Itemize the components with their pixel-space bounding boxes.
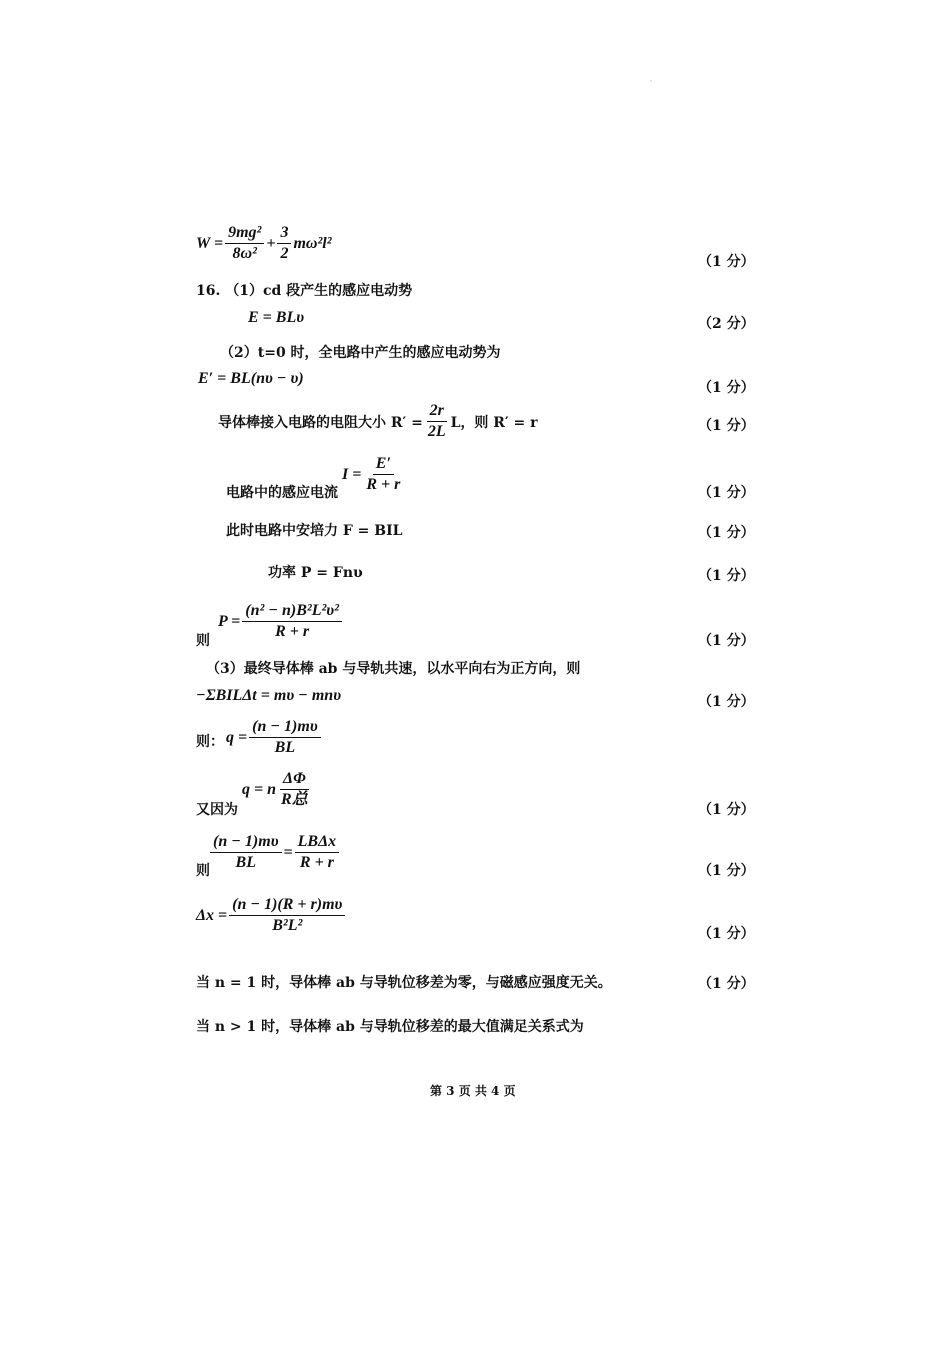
- eq-equate-equals: =: [283, 843, 293, 861]
- score-impulse: （1 分）: [698, 694, 755, 710]
- eq-work-plus: +: [266, 234, 276, 252]
- eq-equate-frac1-den: BL: [235, 854, 256, 871]
- eq-resistance-suffix: L，则 R′ = r: [450, 414, 538, 431]
- eq-resistance-den: 2L: [427, 423, 446, 440]
- eq-power-final-den: R + r: [275, 623, 310, 640]
- q16-heading: 16. （1）cd 段产生的感应电动势: [196, 283, 413, 299]
- eq-current-den: R + r: [366, 476, 401, 493]
- eq-charge-flux-num: ΔΦ: [280, 770, 309, 790]
- charge-label: 则：: [196, 734, 224, 750]
- eq-current: [342, 455, 405, 494]
- score-case-1: （1 分）: [698, 976, 755, 992]
- charge2-label: 又因为: [196, 802, 238, 818]
- eq-displacement-num: (n − 1)(R + r)mυ: [229, 896, 345, 916]
- eq-charge-frac: [249, 718, 321, 757]
- case-n-greater-1: 当 n > 1 时，导体棒 ab 与导轨位移差的最大值满足关系式为: [196, 1019, 584, 1035]
- eq-ampere: 此时电路中安培力 F = BIL: [226, 523, 403, 539]
- eq-emf-total: E′ = BL(nυ − υ): [198, 370, 304, 387]
- eq-equate-frac2-num: LBΔx: [295, 833, 339, 853]
- equate-label: 则: [196, 863, 210, 879]
- current-label: 电路中的感应电流: [226, 485, 338, 501]
- eq-charge-lhs: q =: [226, 728, 248, 746]
- scan-dot: ·: [650, 78, 653, 85]
- eq-charge-num: (n − 1)mυ: [249, 718, 321, 738]
- eq-equate-frac1: [210, 833, 282, 872]
- score-displacement: （1 分）: [698, 926, 755, 942]
- eq-emf: E = BLυ: [248, 309, 305, 326]
- eq-equate-frac1-num: (n − 1)mυ: [210, 833, 282, 853]
- score-equate: （1 分）: [698, 863, 755, 879]
- score-charge-flux: （1 分）: [698, 802, 755, 818]
- eq-charge-flux: [242, 770, 313, 809]
- power2-label: 则: [196, 633, 210, 649]
- eq-resistance: [218, 402, 538, 441]
- eq-displacement-lhs: Δx =: [196, 906, 228, 924]
- eq-power-final-num: (n² − n)B²L²υ²: [242, 602, 342, 622]
- score-ampere: （1 分）: [698, 525, 755, 541]
- eq-work-frac1: [225, 224, 264, 263]
- eq-power-final-frac: [242, 602, 342, 641]
- eq-power-final-lhs: P =: [218, 612, 241, 630]
- score-work: （1 分）: [698, 254, 755, 270]
- eq-resistance-frac: [425, 402, 449, 441]
- eq-displacement: [196, 896, 347, 935]
- eq-current-frac: [363, 455, 403, 494]
- eq-charge-flux-den: R总: [281, 791, 308, 808]
- eq-current-lhs: I =: [342, 465, 362, 483]
- eq-resistance-num: 2r: [427, 402, 447, 422]
- eq-equate-frac2-den: R + r: [299, 854, 334, 871]
- case-n-equals-1: 当 n = 1 时，导体棒 ab 与导轨位移差为零，与磁感应强度无关。: [196, 975, 612, 991]
- score-emf-total: （1 分）: [698, 380, 755, 396]
- score-power: （1 分）: [698, 568, 755, 584]
- eq-equate: [208, 833, 341, 872]
- eq-work-frac2: [277, 224, 291, 263]
- eq-work-lhs: W =: [196, 234, 224, 252]
- eq-resistance-prefix: 导体棒接入电路的电阻大小 R′ =: [218, 414, 423, 431]
- eq-charge: [226, 718, 323, 757]
- score-current: （1 分）: [698, 485, 755, 501]
- eq-charge-flux-frac: [278, 770, 311, 809]
- score-emf: （2 分）: [698, 316, 755, 332]
- eq-charge-den: BL: [274, 739, 296, 756]
- eq-power: 功率 P = Fnυ: [268, 565, 363, 581]
- score-resistance: （1 分）: [698, 418, 755, 434]
- eq-charge-flux-lhs: q = n: [242, 780, 277, 798]
- eq-displacement-frac: [229, 896, 345, 935]
- eq-work-frac1-den: 8ω²: [232, 245, 257, 262]
- eq-work-tail: mω²l²: [293, 234, 332, 252]
- eq-impulse: −ΣBILΔt = mυ − mnυ: [196, 687, 342, 704]
- eq-power-final: [218, 602, 344, 641]
- part2-heading: （2）t=0 时，全电路中产生的感应电动势为: [220, 345, 501, 361]
- eq-work-frac2-num: 3: [277, 224, 291, 244]
- eq-equate-frac2: [295, 833, 339, 872]
- part3-heading: （3）最终导体棒 ab 与导轨共速，以水平向右为正方向，则: [206, 661, 581, 677]
- score-power-final: （1 分）: [698, 633, 755, 649]
- eq-work-frac1-num: 9mg²: [225, 224, 264, 244]
- eq-displacement-den: B²L²: [272, 917, 303, 934]
- eq-work: [196, 224, 332, 263]
- page-footer: 第 3 页 共 4 页: [430, 1084, 516, 1098]
- eq-current-num: E′: [373, 455, 394, 475]
- eq-work-frac2-den: 2: [280, 245, 289, 262]
